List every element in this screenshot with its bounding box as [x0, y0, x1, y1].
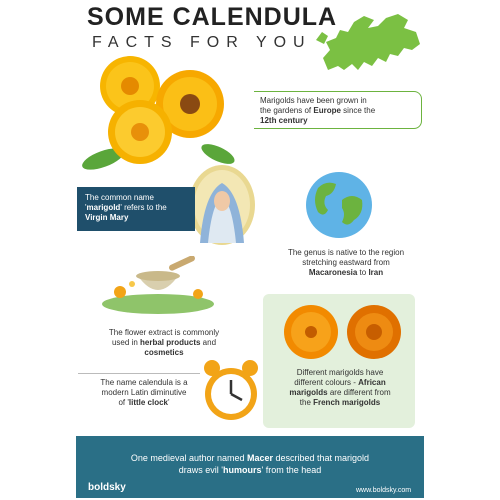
- fact-extract-text: used in: [111, 338, 140, 347]
- fact-name-text: ' refers to the: [120, 203, 167, 212]
- fact-europe-text2: since the: [340, 106, 376, 115]
- fact-europe-bold-century: 12th century: [260, 116, 308, 125]
- page-title: SOME CALENDULA: [87, 3, 338, 31]
- fact-clock-of: of ': [118, 398, 129, 407]
- europe-map-icon: [308, 10, 426, 78]
- fact-europe: [254, 91, 422, 129]
- fact-genus-bold-iran: Iran: [368, 268, 384, 277]
- alarm-clock-icon: [200, 356, 262, 424]
- french-marigold-image: [345, 303, 403, 361]
- page-subtitle: FACTS FOR YOU: [92, 34, 312, 51]
- fact-colours-bold-french: French marigolds: [313, 398, 381, 407]
- fact-genus: [266, 248, 426, 278]
- fact-europe-text: the gardens of: [260, 106, 314, 115]
- divider-line: [78, 373, 200, 374]
- fact-colours-line1: Different marigolds have: [296, 368, 384, 377]
- boldsky-logo: boldsky: [88, 482, 126, 493]
- herbal-mortar-image: [98, 256, 223, 318]
- fact-colours-bold-marigolds: marigolds: [289, 388, 328, 397]
- fact-clock-line2: modern Latin diminutive: [101, 388, 187, 397]
- fact-macer-text4: ' from the head: [261, 465, 322, 475]
- fact-clock: [84, 378, 204, 408]
- fact-genus-line1: The genus is native to the region: [287, 248, 405, 257]
- fact-macer-text3: draws evil ': [178, 465, 223, 475]
- fact-macer-text: One medieval author named: [130, 453, 247, 463]
- fact-genus-line2: stretching eastward from: [302, 258, 390, 267]
- african-marigold-image: [282, 303, 340, 361]
- fact-macer: [84, 452, 416, 476]
- calendula-flowers-image: [78, 54, 248, 174]
- fact-name-bold-marigold: marigold: [86, 203, 121, 212]
- globe-icon: [304, 170, 374, 240]
- fact-name-bold-mary: Virgin Mary: [85, 213, 129, 222]
- fact-extract-bold-herbal: herbal products: [140, 338, 201, 347]
- fact-name-quote: ': [85, 203, 87, 212]
- fact-colours-text2: are different from: [327, 388, 391, 397]
- fact-colours-bold-african: African: [358, 378, 386, 387]
- virgin-mary-image: [186, 163, 258, 247]
- fact-extract-and: and: [200, 338, 217, 347]
- fact-colours-text: different colours -: [294, 378, 359, 387]
- fact-macer-text2: described that marigold: [273, 453, 370, 463]
- fact-extract-bold-cosmetics: cosmetics: [144, 348, 184, 357]
- fact-macer-bold-humours: humours: [222, 465, 262, 475]
- fact-genus-bold-macaronesia: Macaronesia: [308, 268, 358, 277]
- fact-europe-bold-europe: Europe: [313, 106, 341, 115]
- fact-extract: [84, 328, 244, 358]
- fact-colours-the: the: [299, 398, 314, 407]
- fact-clock-line1: The name calendula is a: [100, 378, 188, 387]
- fact-europe-line1: Marigolds have been grown in: [260, 96, 367, 105]
- fact-clock-quote: ': [168, 398, 170, 407]
- fact-extract-line1: The flower extract is commonly: [108, 328, 220, 337]
- site-url[interactable]: www.boldsky.com: [356, 487, 412, 494]
- fact-name-line1: The common name: [85, 193, 154, 202]
- fact-macer-bold-macer: Macer: [247, 453, 274, 463]
- fact-marigold-name: [77, 187, 195, 231]
- fact-clock-bold-little-clock: little clock: [128, 398, 168, 407]
- fact-colours: [268, 368, 412, 408]
- fact-genus-to: to: [357, 268, 369, 277]
